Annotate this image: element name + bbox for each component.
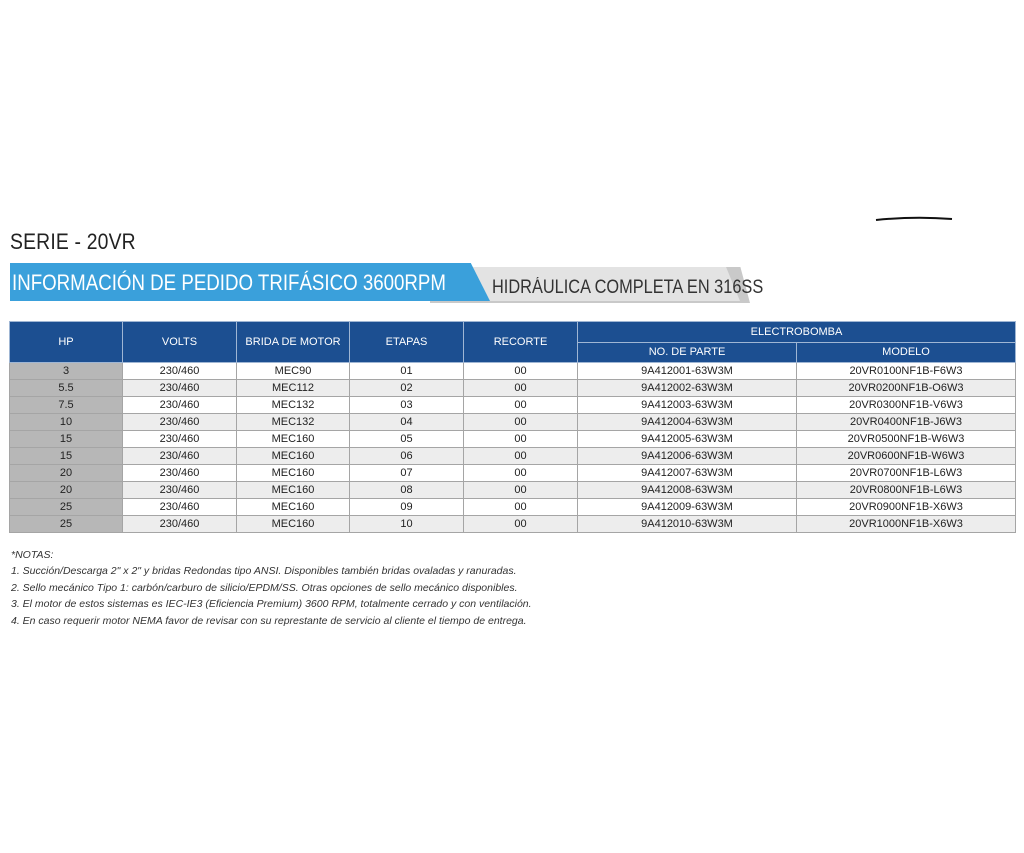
cell-recorte: 00 xyxy=(464,431,578,448)
col-header-volts: VOLTS xyxy=(123,322,237,363)
col-header-hp: HP xyxy=(10,322,123,363)
order-info-label: INFORMACIÓN DE PEDIDO TRIFÁSICO 3600RPM xyxy=(12,270,446,295)
cell-brida: MEC160 xyxy=(237,448,350,465)
cell-hp: 3 xyxy=(10,363,123,380)
table-row xyxy=(10,414,1016,431)
cell-recorte: 00 xyxy=(464,380,578,397)
cell-hp: 15 xyxy=(10,431,123,448)
cell-etapas: 01 xyxy=(350,363,464,380)
cell-hp: 15 xyxy=(10,448,123,465)
note-item: 4. En caso requerir motor NEMA favor de revisar con su represtante de servicio al cliente el tiempo de entrega. xyxy=(11,614,527,627)
cell-volts: 230/460 xyxy=(123,431,237,448)
cell-parte: 9A412009-63W3M xyxy=(578,499,797,516)
table-row xyxy=(10,431,1016,448)
cell-parte: 9A412006-63W3M xyxy=(578,448,797,465)
cell-etapas: 02 xyxy=(350,380,464,397)
table-row xyxy=(10,363,1016,380)
cell-hp: 7.5 xyxy=(10,397,123,414)
table-row xyxy=(10,465,1016,482)
cell-parte: 9A412007-63W3M xyxy=(578,465,797,482)
cell-hp: 20 xyxy=(10,465,123,482)
cell-volts: 230/460 xyxy=(123,363,237,380)
cell-etapas: 09 xyxy=(350,499,464,516)
cell-volts: 230/460 xyxy=(123,465,237,482)
cell-volts: 230/460 xyxy=(123,448,237,465)
pump-spec-table xyxy=(9,321,1016,533)
table-row xyxy=(10,482,1016,499)
table-row xyxy=(10,397,1016,414)
notes-section xyxy=(11,547,532,629)
cell-etapas: 04 xyxy=(350,414,464,431)
cell-modelo: 20VR0200NF1B-O6W3 xyxy=(797,380,1016,397)
col-header-brida: BRIDA DE MOTOR xyxy=(237,322,350,363)
table-row xyxy=(10,448,1016,465)
table-row xyxy=(10,380,1016,397)
note-item: 1. Succión/Descarga 2" x 2" y bridas Redondas tipo ANSI. Disponibles también bridas ovaladas y ranuradas. xyxy=(11,565,517,578)
cell-parte: 9A412004-63W3M xyxy=(578,414,797,431)
cell-volts: 230/460 xyxy=(123,499,237,516)
cell-etapas: 07 xyxy=(350,465,464,482)
cell-volts: 230/460 xyxy=(123,482,237,499)
cell-etapas: 08 xyxy=(350,482,464,499)
cell-brida: MEC160 xyxy=(237,482,350,499)
cell-brida: MEC160 xyxy=(237,431,350,448)
cell-etapas: 10 xyxy=(350,516,464,533)
cell-hp: 25 xyxy=(10,516,123,533)
cell-modelo: 20VR1000NF1B-X6W3 xyxy=(797,516,1016,533)
cell-parte: 9A412005-63W3M xyxy=(578,431,797,448)
cell-hp: 5.5 xyxy=(10,380,123,397)
notes-title: *NOTAS: xyxy=(11,549,54,561)
cell-modelo: 20VR0300NF1B-V6W3 xyxy=(797,397,1016,414)
table-body xyxy=(10,363,1016,533)
cell-recorte: 00 xyxy=(464,482,578,499)
cell-recorte: 00 xyxy=(464,414,578,431)
cell-parte: 9A412003-63W3M xyxy=(578,397,797,414)
col-header-parte: NO. DE PARTE xyxy=(578,342,797,363)
decorative-stroke xyxy=(874,216,954,222)
col-header-etapas: ETAPAS xyxy=(350,322,464,363)
cell-volts: 230/460 xyxy=(123,516,237,533)
cell-parte: 9A412001-63W3M xyxy=(578,363,797,380)
cell-recorte: 00 xyxy=(464,448,578,465)
cell-etapas: 06 xyxy=(350,448,464,465)
cell-recorte: 00 xyxy=(464,516,578,533)
cell-etapas: 03 xyxy=(350,397,464,414)
note-item: 3. El motor de estos sistemas es IEC-IE3 (Eficiencia Premium) 3600 RPM, totalmente cerrado y con ventilación. xyxy=(11,598,532,611)
cell-hp: 25 xyxy=(10,499,123,516)
cell-modelo: 20VR0400NF1B-J6W3 xyxy=(797,414,1016,431)
table-row xyxy=(10,516,1016,533)
cell-volts: 230/460 xyxy=(123,414,237,431)
table-row xyxy=(10,499,1016,516)
cell-etapas: 05 xyxy=(350,431,464,448)
cell-modelo: 20VR0900NF1B-X6W3 xyxy=(797,499,1016,516)
cell-volts: 230/460 xyxy=(123,397,237,414)
cell-brida: MEC112 xyxy=(237,380,350,397)
cell-parte: 9A412010-63W3M xyxy=(578,516,797,533)
cell-modelo: 20VR0800NF1B-L6W3 xyxy=(797,482,1016,499)
order-info-banner xyxy=(10,263,764,303)
note-item: 2. Sello mecánico Tipo 1: carbón/carburo de silicio/EPDM/SS. Otras opciones de sello mecánico disponibles. xyxy=(11,581,518,594)
col-group-electrobomba: ELECTROBOMBA xyxy=(578,322,1016,343)
cell-brida: MEC132 xyxy=(237,397,350,414)
cell-modelo: 20VR0700NF1B-L6W3 xyxy=(797,465,1016,482)
cell-brida: MEC160 xyxy=(237,465,350,482)
cell-volts: 230/460 xyxy=(123,380,237,397)
cell-modelo: 20VR0600NF1B-W6W3 xyxy=(797,448,1016,465)
cell-modelo: 20VR0100NF1B-F6W3 xyxy=(797,363,1016,380)
cell-brida: MEC160 xyxy=(237,516,350,533)
cell-parte: 9A412008-63W3M xyxy=(578,482,797,499)
cell-hp: 20 xyxy=(10,482,123,499)
cell-recorte: 00 xyxy=(464,465,578,482)
cell-recorte: 00 xyxy=(464,397,578,414)
cell-parte: 9A412002-63W3M xyxy=(578,380,797,397)
hydraulics-label: HIDRÁULICA COMPLETA EN 316SS xyxy=(492,277,764,298)
cell-hp: 10 xyxy=(10,414,123,431)
series-title: SERIE - 20VR xyxy=(10,229,136,254)
cell-brida: MEC132 xyxy=(237,414,350,431)
cell-recorte: 00 xyxy=(464,499,578,516)
col-header-recorte: RECORTE xyxy=(464,322,578,363)
cell-modelo: 20VR0500NF1B-W6W3 xyxy=(797,431,1016,448)
cell-brida: MEC160 xyxy=(237,499,350,516)
col-header-modelo: MODELO xyxy=(797,342,1016,363)
cell-recorte: 00 xyxy=(464,363,578,380)
cell-brida: MEC90 xyxy=(237,363,350,380)
